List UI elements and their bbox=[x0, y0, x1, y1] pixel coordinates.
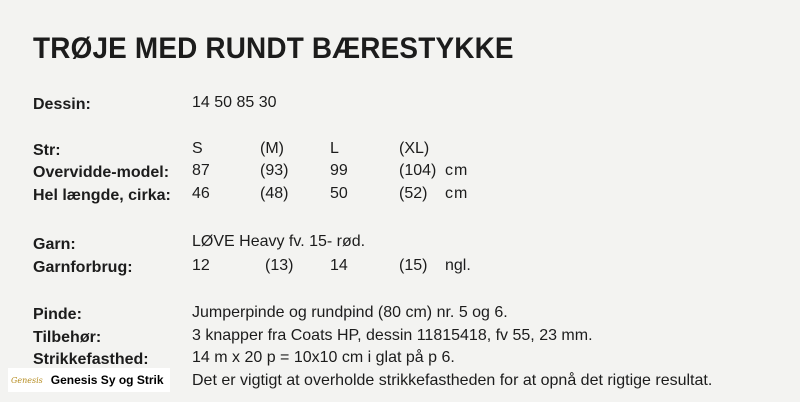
overvidde-unit: cm bbox=[445, 162, 469, 179]
overvidde-xl: (104) bbox=[399, 162, 437, 179]
laengde-label: Hel længde, cirka: bbox=[33, 187, 171, 204]
overvidde-label: Overvidde-model: bbox=[33, 164, 170, 181]
size-xl: (XL) bbox=[399, 140, 430, 157]
garn-label: Garn: bbox=[33, 236, 76, 253]
overvidde-s: 87 bbox=[192, 162, 210, 179]
gauge-note: Det er vigtigt at overholde strikkefastheden for at opnå det rigtige resultat. bbox=[192, 372, 713, 389]
strikkefasthed-label: Strikkefasthed: bbox=[33, 351, 149, 368]
garnforbrug-l: 14 bbox=[330, 257, 348, 274]
overvidde-m: (93) bbox=[260, 162, 289, 179]
laengde-unit: cm bbox=[445, 185, 469, 202]
garnforbrug-label: Garnforbrug: bbox=[33, 259, 133, 276]
garnforbrug-m: (13) bbox=[265, 257, 294, 274]
overvidde-l: 99 bbox=[330, 162, 348, 179]
tilbehoer-label: Tilbehør: bbox=[33, 329, 102, 346]
pinde-label: Pinde: bbox=[33, 306, 82, 323]
size-l: L bbox=[330, 140, 339, 157]
laengde-xl: (52) bbox=[399, 185, 428, 202]
size-m: (M) bbox=[260, 140, 284, 157]
genesis-logo bbox=[8, 368, 170, 392]
laengde-l: 50 bbox=[330, 185, 348, 202]
tilbehoer-value: 3 knapper fra Coats HP, dessin 11815418, fv 55, 23 mm. bbox=[192, 327, 593, 344]
garnforbrug-unit: ngl. bbox=[445, 257, 471, 274]
laengde-s: 46 bbox=[192, 185, 210, 202]
page-title: TRØJE MED RUNDT BÆRESTYKKE bbox=[33, 32, 514, 65]
garnforbrug-s: 12 bbox=[192, 257, 210, 274]
laengde-m: (48) bbox=[260, 185, 289, 202]
size-s: S bbox=[192, 140, 203, 157]
pinde-value: Jumperpinde og rundpind (80 cm) nr. 5 og 6. bbox=[192, 304, 508, 321]
garn-value: LØVE Heavy fv. 15- rød. bbox=[192, 233, 366, 250]
genesis-logo-text: Genesis Sy og Strik bbox=[50, 373, 164, 387]
garnforbrug-xl: (15) bbox=[399, 257, 428, 274]
strikkefasthed-value: 14 m x 20 p = 10x10 cm i glat på p 6. bbox=[192, 349, 455, 366]
dessin-label: Dessin: bbox=[33, 96, 91, 113]
dessin-value: 14 50 85 30 bbox=[192, 94, 277, 111]
genesis-logo-mark: Genesis bbox=[11, 375, 43, 385]
size-label: Str: bbox=[33, 142, 61, 159]
